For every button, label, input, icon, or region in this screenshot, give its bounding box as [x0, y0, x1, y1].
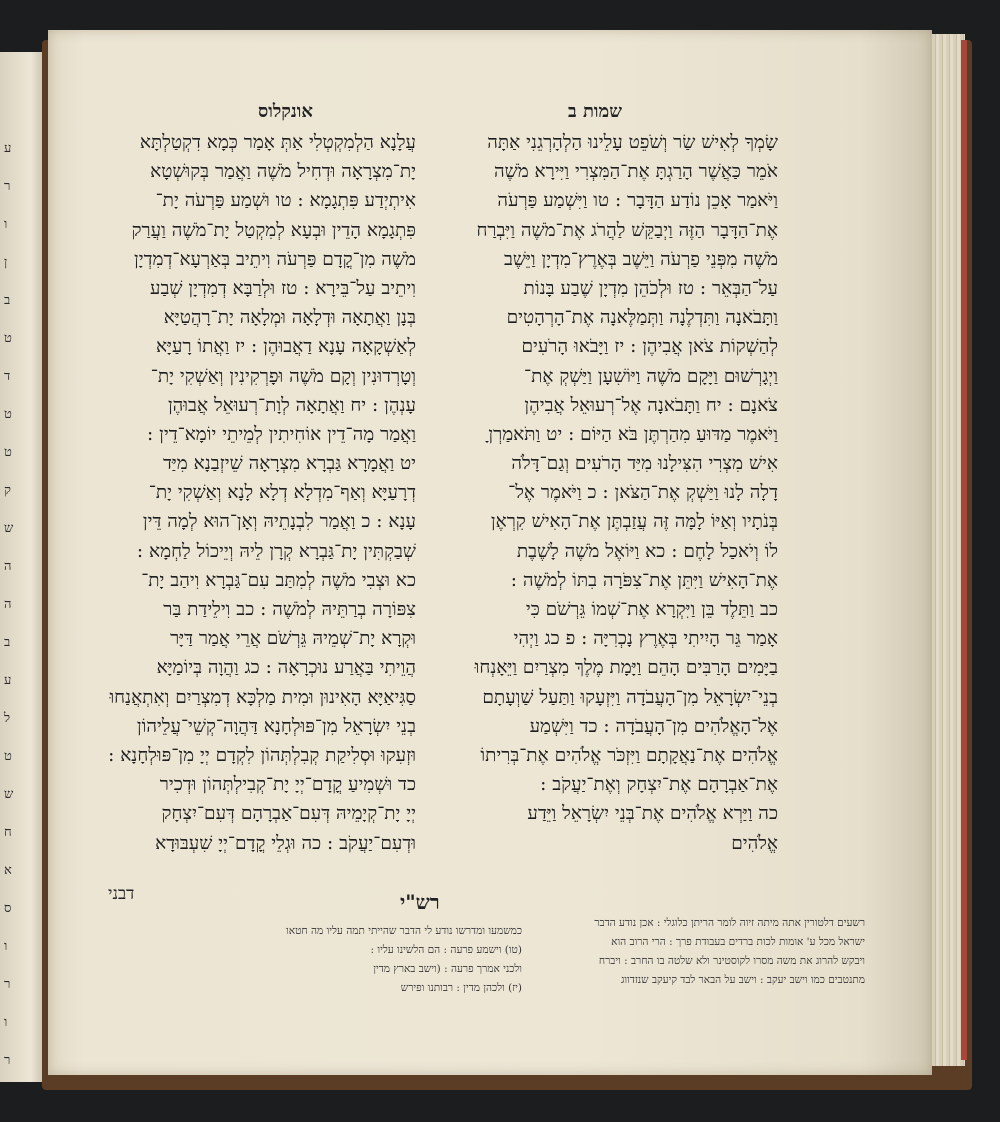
rashi-commentary-right — [535, 914, 865, 990]
onkelos-line: לְאַשְׁקָאָה עָנָא דַאֲבוּהֶן : יז וַאֲתוֹ רָעַיָּא — [156, 336, 416, 358]
hebrew-line: לְהַשְׁקוֹת צֹאן אֲבִיהֶן : יז וַיָּבֹאוּ הָרֹעִים — [521, 336, 778, 358]
previous-page-letter: ב — [4, 293, 11, 308]
hebrew-line: אֱלֹהִים — [731, 832, 778, 854]
previous-page-letter: ר — [4, 1053, 11, 1068]
previous-page-letter: ה — [4, 559, 12, 574]
chapter-header: שמות ב — [568, 101, 622, 122]
previous-page-letter: ע — [4, 673, 12, 688]
catchword: דבני — [108, 884, 135, 904]
hebrew-line: אֶל־הָאֱלֹהִים מִן־הָעֲבֹדָה : כד וַיִּשְׁמַע — [529, 715, 778, 737]
hebrew-line: אָמַר גֵּר הָיִיתִי בְּאֶרֶץ נָכְרִיָּה : פ כג וַיְהִי — [513, 628, 778, 650]
previous-page-letter: ה — [4, 597, 12, 612]
hebrew-line: בְּנֹתָיו וְאַיּוֹ לָמָּה זֶּה עֲזַבְתֶּן אֶת־הָאִישׁ קִרְאֶן — [490, 511, 778, 533]
onkelos-line: שְׁבַקְתִּין יָת־גַּבְרָא קְרָן לֵיהּ וְיֵיכוֹל לַחְמָא : — [136, 540, 416, 562]
previous-page-letter: ט — [4, 331, 12, 346]
hebrew-line: שָׂמְךָ לְאִישׁ שַׂר וְשֹׁפֵט עָלֵינוּ הַלְהָרְגֵנִי אַתָּה — [487, 132, 778, 153]
hebrew-line: צֹאנָם : יח וַתָּבֹאנָה אֶל־רְעוּאֵל אֲבִיהֶן — [524, 394, 778, 416]
rashi-line: (יז) ולכהן מדין : רבותנו ופירש — [400, 982, 522, 994]
previous-page-letter: ו — [4, 939, 8, 954]
previous-page-edge — [0, 52, 46, 1082]
rashi-line: כמשמעו ומדרשו נודע לי הדבר שהייתי תמה עליו מה חטאו — [286, 925, 522, 937]
previous-page-letter: ק — [4, 483, 11, 498]
previous-page-letter: ר — [4, 179, 11, 194]
hebrew-text-column — [428, 128, 778, 858]
rashi-line: מתנטבים כמו וישב יעקב : וישב על הבאר לבד קיעקב שנזדווג — [620, 974, 865, 986]
hebrew-line: אִישׁ מִצְרִי הִצִּילָנוּ מִיַּד הָרֹעִים וְגַם־דָּלֹה — [511, 453, 778, 475]
previous-page-letter: ל — [4, 711, 11, 726]
onkelos-line: הֲוֵיתִי בַּאֲרַע נוּכְרָאָה : כג וַהֲוָה בְּיוֹמַיָּא — [156, 657, 416, 679]
previous-page-letter: ש — [4, 787, 14, 802]
previous-page-letter: ו — [4, 1015, 8, 1030]
hebrew-line: וַתָּבֹאנָה וַתִּדְלֶנָה וַתְּמַלֶּאנָה אֶת־הָרְהָטִים — [506, 307, 778, 329]
hebrew-line: לוֹ וְיֹאכַל לָחֶם : כא וַיּוֹאֶל מֹשֶׁה לָשֶׁבֶת — [516, 540, 778, 562]
hebrew-line: וַיֹּאמֶר מַדּוּעַ מִהַרְתֶּן בֹּא הַיּוֹם : יט וַתֹּאמַרְןָ — [488, 423, 778, 445]
previous-page-letter: ד — [4, 369, 11, 384]
onkelos-line: עֲלָנָא הַלְמִקְטְלִי אַתְּ אָמַר כְּמָא דִקְטַלְתָּא — [139, 132, 416, 153]
onkelos-line: כא וּצְבִי מֹשֶׁה לְמִתַּב עִם־גַּבְרָא וִיהַב יָת־ — [141, 569, 416, 591]
red-page-edge — [961, 40, 967, 1060]
onkelos-line: וַאֲמַר מָה־דֵין אוֹחִיתִין לְמֵיתֵי יוֹמָא־דֵין : — [147, 423, 416, 445]
hebrew-line: כה וַיַּרְא אֱלֹהִים אֶת־בְּנֵי יִשְׂרָאֵל וַיֵּדַע — [527, 803, 778, 825]
onkelos-column — [72, 128, 416, 858]
hebrew-line: וַיְגָרְשׁוּם וַיָּקָם מֹשֶׁה וַיּוֹשִׁעָן וַיַּשְׁקְ אֶת־ — [524, 365, 778, 387]
onkelos-line: יָת־מִצְרָאָה וּדְחִיל מֹשֶׁה וַאֲמַר בְּקוּשְׁטָא — [150, 161, 416, 183]
onkelos-line: וְטָרְדוּנִין וְקָם מֹשֶׁה וּפָרְקִינִין וְאַשְׁקִי יָת־ — [150, 365, 416, 387]
previous-page-letter: ט — [4, 407, 12, 422]
hebrew-line: אֱלֹהִים אֶת־נַאֲקָתָם וַיִּזְכֹּר אֱלֹהִים אֶת־בְּרִיתוֹ — [480, 744, 778, 766]
rashi-line: רשעים דלטורין אתה מיתה זיוה לומר הריתן כלוגלי : אכן נודע הדבר — [594, 917, 865, 929]
hebrew-line: וַיֹּאמַר אָכֵן נוֹדַע הַדָּבָר : טו וַיִּשְׁמַע פַּרְעֹה — [497, 190, 778, 212]
onkelos-line: כד וּשְׁמִיעַ קֳדָם־יְיָ יָת־קְבִילְתְּהוֹן וּדְכִיר — [159, 774, 416, 796]
previous-page-letter: ן — [4, 255, 8, 270]
onkelos-line: וּדְעִם־יַעֲקֹב : כה וּגְלֵי קֳדָם־יְיָ שִׁעְבּוּדָא — [155, 832, 416, 854]
onkelos-line: סַגִּיאַיָּא הָאִינוּן וּמִית מַלְכָּא דְמִצְרַיִם וְאִתְאֲנַחוּ — [109, 686, 416, 708]
onkelos-line: מֹשֶׁה מִן־קֳדָם פַּרְעֹה וִיתֵיב בְּאַרְעָא־דְמִדְיָן — [134, 248, 416, 270]
onkelos-line: בְנֵי יִשְׂרָאֵל מִן־פּוּלְחָנָא דַּהֲוָה־קְשֵׁי־עֲלֵיהוֹן — [136, 715, 416, 737]
onkelos-line: יט וַאֲמָרָא גַּבְרָא מִצְרָאָה שֵׁיזְבַנָא מִיַּד — [163, 453, 416, 475]
rashi-line: (טו) וישמע פרעה : הם הלשינו עליו : — [370, 944, 522, 956]
rashi-line: ולכני אמרך פרעה : (וישב בארץ מדין — [373, 963, 522, 975]
hebrew-line: בַיָּמִים הָרַבִּים הָהֵם וַיָּמָת מֶלֶךְ מִצְרַיִם וַיֵּאָנְחוּ — [474, 657, 778, 679]
onkelos-line: פִּתְגָמָא הָדֵין וּבְעָא לְמִקְטַל יָת־מֹשֶׁה וַעֲרַק — [131, 219, 416, 241]
hebrew-line: אֶת־אַבְרָהָם אֶת־יִצְחָק וְאֶת־יַעֲקֹב : — [540, 774, 778, 796]
onkelos-line: אִיתְיְדַע פִּתְגָמָא : טו וּשְׁמַע פַּרְעֹה יָת־ — [155, 190, 416, 212]
onkelos-line: צִפּוֹרָה בְרַתֵּיהּ לְמֹשֶׁה : כב וִילֵידַת בַּר — [163, 599, 416, 620]
hebrew-line: דָלָה לָנוּ וַיַּשְׁקְ אֶת־הַצֹּאן : כ וַיֹּאמֶר אֶל־ — [508, 482, 778, 504]
previous-page-letter: ס — [4, 901, 12, 916]
previous-page-letter: ח — [4, 825, 12, 840]
onkelos-line: דְרָעַיָּא וְאַף־מִדְלָא דְלָא לָנָא וְאַשְׁקִי יָת־ — [148, 482, 416, 504]
onkelos-line: בְּנָן וַאֲתָאָה וּדְלָאָה וּמְלָאָה יָת־רָהֲטַיָּא — [163, 307, 416, 329]
previous-page-letter: ב — [4, 635, 11, 650]
onkelos-header: אונקלוס — [258, 101, 313, 122]
rashi-title: רש"י — [400, 890, 440, 914]
onkelos-line: וּזְעִקוּ וּסְלִיקַת קְבִלְתְּהוֹן לִקְדָם יְיָ מִן־פּוּלְחָנָא : — [108, 744, 416, 766]
hebrew-line: אֶת־הַדָּבָר הַזֶּה וַיְבַקֵּשׁ לַהֲרֹג אֶת־מֹשֶׁה וַיִּבְרַח — [476, 219, 778, 241]
hebrew-line: אֹמֵר כַּאֲשֶׁר הָרַגְתָּ אֶת־הַמִּצְרִי וַיִּירָא מֹשֶׁה — [493, 161, 778, 183]
onkelos-line: וִיתֵיב עַל־בֵּירָא : טז וּלְרַבָּא דְמִדְיָן שְׁבַע — [150, 277, 416, 299]
hebrew-line: עַל־הַבְּאֵר : טז וּלְכֹהֵן מִדְיָן שֶׁבַע בָּנוֹת — [523, 277, 778, 299]
hebrew-line: מֹשֶׁה מִפְּנֵי פַרְעֹה וַיֵּשֶׁב בְּאֶרֶץ־מִדְיָן וַיֵּשֶׁב — [504, 248, 778, 270]
previous-page-letter: ר — [4, 977, 11, 992]
rashi-line: ישראל מכל ע' אומות לכות ברדים בעבודת פרך : הרי הרוב הוא — [611, 936, 865, 948]
onkelos-line: יְיָ יָת־קְיָמֵיהּ דְּעִם־אַבְרָהָם דְּעִם־יִצְחָק — [161, 803, 416, 825]
hebrew-line: כב וַתֵּלֶד בֵּן וַיִּקְרָא אֶת־שְׁמוֹ גֵּרְשֹׁם כִּי — [525, 599, 778, 620]
previous-page-letter: ש — [4, 521, 14, 536]
previous-page-letter: ט — [4, 749, 12, 764]
previous-page-letter: ט — [4, 445, 12, 460]
hebrew-line: אֶת־הָאִישׁ וַיִּתֵּן אֶת־צִפֹּרָה בִתּוֹ לְמֹשֶׁה : — [510, 569, 778, 591]
rashi-commentary-left — [82, 922, 522, 998]
previous-page-letter: א — [4, 863, 12, 878]
onkelos-line: עָנָא : כ וַאֲמַר לִבְנָתֵיהּ וְאָן־הוּא לְמָה דֵּין — [142, 511, 416, 533]
previous-page-letter: ו — [4, 217, 8, 232]
onkelos-line: עָנְהֶן : יח וַאֲתָאָה לְוָת־רְעוּאֵל אֲבוּהֶן — [167, 394, 416, 416]
previous-page-letter: ע — [4, 141, 12, 156]
rashi-line: ויבקש להרוג את משה מסרו לקוסטינר ולא שלטה בו החרב : ויברח — [598, 955, 865, 967]
hebrew-line: בְנֵי־יִשְׂרָאֵל מִן־הָעֲבֹדָה וַיִּזְעָקוּ וַתַּעַל שַׁוְעָתָם — [482, 686, 778, 708]
onkelos-line: וּקְרָא יָת־שְׁמֵיהּ גֵּרְשֹׁם אֲרֵי אֲמַר דַּיָּר — [170, 628, 416, 650]
